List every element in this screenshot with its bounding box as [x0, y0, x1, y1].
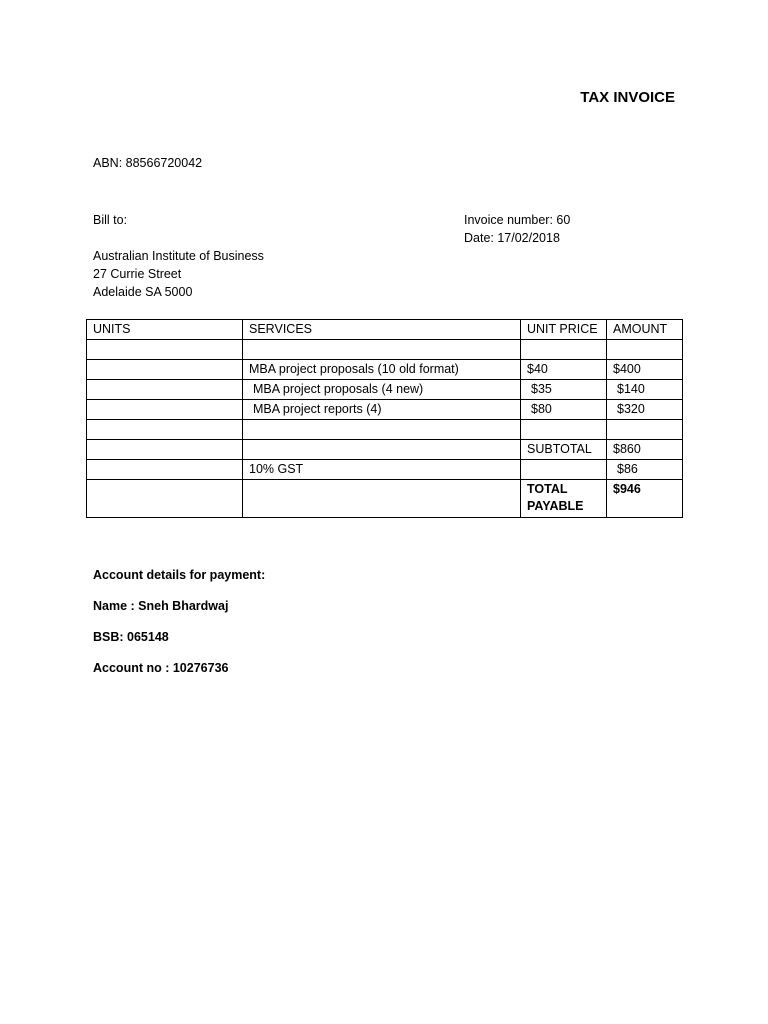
subtotal-value: $860: [607, 440, 683, 460]
cell-units: [87, 400, 243, 420]
table-row: [87, 340, 683, 360]
cell-amount: $320: [607, 400, 683, 420]
cell-service: [243, 420, 521, 440]
cell-amount: $140: [607, 380, 683, 400]
cell-units: [87, 480, 243, 518]
gst-label: 10% GST: [243, 460, 521, 480]
table-row: [87, 380, 683, 400]
header-unit-price: UNIT PRICE: [521, 320, 607, 340]
invoice-title: TAX INVOICE: [580, 89, 675, 106]
total-row: [87, 480, 683, 518]
bill-to-block: [93, 211, 264, 301]
account-name: Name : Sneh Bhardwaj: [93, 599, 229, 613]
cell-units: [87, 380, 243, 400]
spacer: [93, 229, 264, 247]
invoice-items-table: [86, 319, 683, 518]
cell-service: [243, 340, 521, 360]
header-amount: AMOUNT: [607, 320, 683, 340]
cell-service: MBA project proposals (4 new): [243, 380, 521, 400]
table-row: [87, 400, 683, 420]
bill-to-street: 27 Currie Street: [93, 267, 182, 281]
cell-amount: $400: [607, 360, 683, 380]
cell-unit-price: [521, 420, 607, 440]
bill-to-city: Adelaide SA 5000: [93, 285, 193, 299]
cell-unit-price: [521, 460, 607, 480]
cell-units: [87, 360, 243, 380]
cell-units: [87, 460, 243, 480]
cell-unit-price: $35: [521, 380, 607, 400]
total-label: TOTAL PAYABLE: [521, 480, 607, 518]
table-header-row: [87, 320, 683, 340]
total-value: $946: [607, 480, 683, 518]
bill-to-name: Australian Institute of Business: [93, 249, 264, 263]
payment-details: [93, 568, 265, 692]
account-number: Account no : 10276736: [93, 661, 229, 675]
cell-service: [243, 440, 521, 460]
cell-service: [243, 480, 521, 518]
invoice-meta: [464, 211, 570, 247]
cell-unit-price: $80: [521, 400, 607, 420]
header-services: SERVICES: [243, 320, 521, 340]
cell-unit-price: [521, 340, 607, 360]
bsb-number: BSB: 065148: [93, 630, 169, 644]
gst-value: $86: [607, 460, 683, 480]
cell-service: MBA project reports (4): [243, 400, 521, 420]
cell-amount: [607, 420, 683, 440]
invoice-date: Date: 17/02/2018: [464, 231, 560, 245]
invoice-number: Invoice number: 60: [464, 213, 571, 227]
header-units: UNITS: [87, 320, 243, 340]
cell-unit-price: $40: [521, 360, 607, 380]
table-row: [87, 420, 683, 440]
abn-number: ABN: 88566720042: [93, 156, 203, 170]
table-row: [87, 360, 683, 380]
bill-to-label: Bill to:: [93, 213, 128, 227]
cell-units: [87, 420, 243, 440]
cell-units: [87, 440, 243, 460]
cell-service: MBA project proposals (10 old format): [243, 360, 521, 380]
gst-row: [87, 460, 683, 480]
subtotal-row: [87, 440, 683, 460]
payment-heading: Account details for payment:: [93, 568, 266, 582]
cell-units: [87, 340, 243, 360]
subtotal-label: SUBTOTAL: [521, 440, 607, 460]
cell-amount: [607, 340, 683, 360]
